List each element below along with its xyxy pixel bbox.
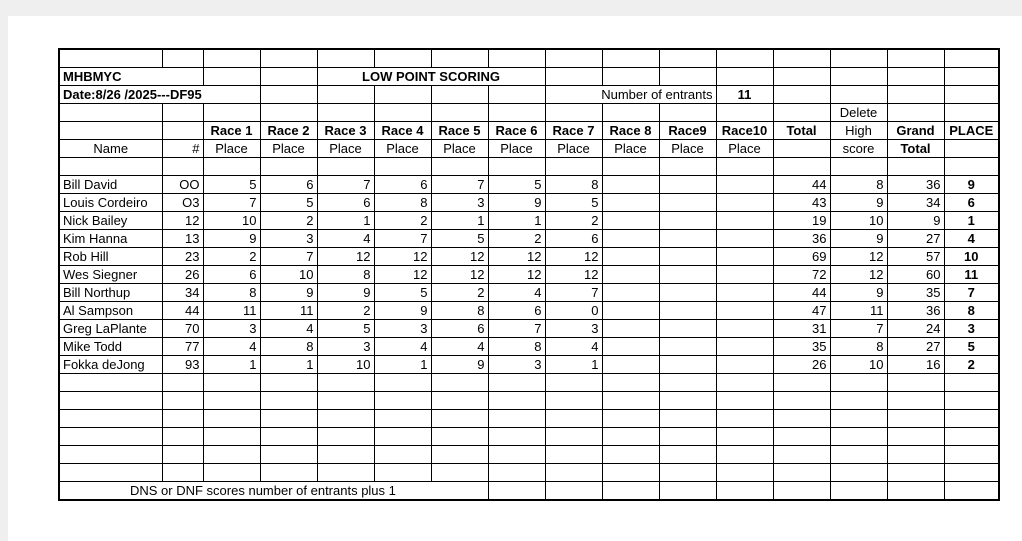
final-place: 5 xyxy=(944,338,999,356)
race-4-place: 7 xyxy=(374,230,431,248)
grand-total: 57 xyxy=(887,248,944,266)
race-2-place: 4 xyxy=(260,320,317,338)
race-8-place xyxy=(602,266,659,284)
date-line: Date:8/26 /2025---DF95 xyxy=(59,86,260,104)
header-row-1 xyxy=(59,104,999,122)
header-race-3-place: Place xyxy=(317,140,374,158)
header-race-10: Race10 xyxy=(716,122,773,140)
race-4-place: 12 xyxy=(374,248,431,266)
race-2-place: 3 xyxy=(260,230,317,248)
header-race-6-place: Place xyxy=(488,140,545,158)
footer-note: DNS or DNF scores number of entrants plus 1 xyxy=(59,482,488,501)
header-race-8: Race 8 xyxy=(602,122,659,140)
race-3-place: 3 xyxy=(317,338,374,356)
header-race-9-place: Place xyxy=(659,140,716,158)
dropped-high-score: 12 xyxy=(830,248,887,266)
empty-row xyxy=(59,464,999,482)
race-6-place: 9 xyxy=(488,194,545,212)
header-row-2 xyxy=(59,122,999,140)
race-3-place: 1 xyxy=(317,212,374,230)
empty-row xyxy=(59,392,999,410)
sail-number: 77 xyxy=(162,338,203,356)
race-6-place: 7 xyxy=(488,320,545,338)
race-5-place: 12 xyxy=(431,248,488,266)
dropped-high-score: 11 xyxy=(830,302,887,320)
total-points: 47 xyxy=(773,302,830,320)
final-place: 3 xyxy=(944,320,999,338)
dropped-high-score: 9 xyxy=(830,284,887,302)
race-10-place xyxy=(716,176,773,194)
header-row-3 xyxy=(59,140,999,158)
date-row xyxy=(59,86,999,104)
race-10-place xyxy=(716,230,773,248)
header-score: score xyxy=(830,140,887,158)
sail-number: O3 xyxy=(162,194,203,212)
table-row xyxy=(59,212,999,230)
sailor-name: Mike Todd xyxy=(59,338,162,356)
race-8-place xyxy=(602,194,659,212)
race-3-place: 8 xyxy=(317,266,374,284)
grand-total: 27 xyxy=(887,230,944,248)
title-row xyxy=(59,68,999,86)
final-place: 7 xyxy=(944,284,999,302)
race-8-place xyxy=(602,320,659,338)
race-7-place: 6 xyxy=(545,230,602,248)
race-3-place: 9 xyxy=(317,284,374,302)
final-place: 4 xyxy=(944,230,999,248)
race-6-place: 6 xyxy=(488,302,545,320)
sailor-name: Fokka deJong xyxy=(59,356,162,374)
header-race-2: Race 2 xyxy=(260,122,317,140)
race-9-place xyxy=(659,302,716,320)
header-grand-total: Total xyxy=(887,140,944,158)
total-points: 44 xyxy=(773,176,830,194)
header-grand: Grand xyxy=(887,122,944,140)
race-10-place xyxy=(716,212,773,230)
scoring-table xyxy=(58,48,1000,501)
header-delete: Delete xyxy=(830,104,887,122)
race-7-place: 1 xyxy=(545,356,602,374)
sail-number: 23 xyxy=(162,248,203,266)
header-race-5: Race 5 xyxy=(431,122,488,140)
viewer-top-bar xyxy=(0,0,1022,16)
table-row xyxy=(59,266,999,284)
header-high: High xyxy=(830,122,887,140)
race-7-place: 12 xyxy=(545,266,602,284)
race-2-place: 2 xyxy=(260,212,317,230)
race-10-place xyxy=(716,284,773,302)
table-body xyxy=(59,49,999,500)
race-4-place: 5 xyxy=(374,284,431,302)
sail-number: OO xyxy=(162,176,203,194)
race-3-place: 12 xyxy=(317,248,374,266)
table-row xyxy=(59,248,999,266)
empty-row xyxy=(59,374,999,392)
race-9-place xyxy=(659,248,716,266)
grand-total: 34 xyxy=(887,194,944,212)
sail-number: 93 xyxy=(162,356,203,374)
header-race-1-place: Place xyxy=(203,140,260,158)
footer-row xyxy=(59,482,999,501)
dropped-high-score: 10 xyxy=(830,356,887,374)
race-5-place: 9 xyxy=(431,356,488,374)
org-name: MHBMYC xyxy=(59,68,203,86)
empty-row xyxy=(59,446,999,464)
race-9-place xyxy=(659,284,716,302)
race-7-place: 3 xyxy=(545,320,602,338)
header-race-1: Race 1 xyxy=(203,122,260,140)
race-5-place: 4 xyxy=(431,338,488,356)
sail-number: 26 xyxy=(162,266,203,284)
race-9-place xyxy=(659,230,716,248)
table-row xyxy=(59,194,999,212)
race-7-place: 5 xyxy=(545,194,602,212)
grand-total: 36 xyxy=(887,302,944,320)
race-2-place: 9 xyxy=(260,284,317,302)
race-2-place: 6 xyxy=(260,176,317,194)
race-9-place xyxy=(659,176,716,194)
race-5-place: 12 xyxy=(431,266,488,284)
final-place: 8 xyxy=(944,302,999,320)
header-race-9: Race9 xyxy=(659,122,716,140)
race-5-place: 5 xyxy=(431,230,488,248)
empty-row xyxy=(59,410,999,428)
race-9-place xyxy=(659,356,716,374)
sailor-name: Greg LaPlante xyxy=(59,320,162,338)
sail-number: 70 xyxy=(162,320,203,338)
dropped-high-score: 12 xyxy=(830,266,887,284)
race-8-place xyxy=(602,212,659,230)
race-8-place xyxy=(602,230,659,248)
total-points: 19 xyxy=(773,212,830,230)
header-race-7-place: Place xyxy=(545,140,602,158)
table-row xyxy=(59,338,999,356)
race-4-place: 8 xyxy=(374,194,431,212)
total-points: 36 xyxy=(773,230,830,248)
race-9-place xyxy=(659,194,716,212)
total-points: 26 xyxy=(773,356,830,374)
header-total: Total xyxy=(773,122,830,140)
sailor-name: Rob Hill xyxy=(59,248,162,266)
header-name: Name xyxy=(59,140,162,158)
total-points: 69 xyxy=(773,248,830,266)
sailor-name: Bill David xyxy=(59,176,162,194)
final-place: 10 xyxy=(944,248,999,266)
table-top-blank-row xyxy=(59,49,999,68)
race-9-place xyxy=(659,320,716,338)
race-2-place: 7 xyxy=(260,248,317,266)
sailor-name: Nick Bailey xyxy=(59,212,162,230)
race-1-place: 7 xyxy=(203,194,260,212)
race-6-place: 5 xyxy=(488,176,545,194)
table-row xyxy=(59,356,999,374)
race-1-place: 1 xyxy=(203,356,260,374)
header-race-10-place: Place xyxy=(716,140,773,158)
race-8-place xyxy=(602,302,659,320)
grand-total: 27 xyxy=(887,338,944,356)
race-3-place: 10 xyxy=(317,356,374,374)
dropped-high-score: 9 xyxy=(830,194,887,212)
race-3-place: 5 xyxy=(317,320,374,338)
race-2-place: 5 xyxy=(260,194,317,212)
dropped-high-score: 10 xyxy=(830,212,887,230)
race-5-place: 7 xyxy=(431,176,488,194)
race-1-place: 6 xyxy=(203,266,260,284)
sail-number: 44 xyxy=(162,302,203,320)
header-race-2-place: Place xyxy=(260,140,317,158)
final-place: 9 xyxy=(944,176,999,194)
race-1-place: 5 xyxy=(203,176,260,194)
dropped-high-score: 8 xyxy=(830,176,887,194)
entrants-label: Number of entrants xyxy=(545,86,716,104)
race-6-place: 8 xyxy=(488,338,545,356)
race-9-place xyxy=(659,338,716,356)
race-4-place: 2 xyxy=(374,212,431,230)
race-7-place: 8 xyxy=(545,176,602,194)
race-6-place: 12 xyxy=(488,248,545,266)
final-place: 2 xyxy=(944,356,999,374)
header-race-3: Race 3 xyxy=(317,122,374,140)
race-2-place: 1 xyxy=(260,356,317,374)
race-4-place: 3 xyxy=(374,320,431,338)
race-10-place xyxy=(716,302,773,320)
race-4-place: 12 xyxy=(374,266,431,284)
sailor-name: Wes Siegner xyxy=(59,266,162,284)
final-place: 6 xyxy=(944,194,999,212)
race-1-place: 4 xyxy=(203,338,260,356)
race-3-place: 4 xyxy=(317,230,374,248)
header-race-6: Race 6 xyxy=(488,122,545,140)
race-10-place xyxy=(716,320,773,338)
race-7-place: 7 xyxy=(545,284,602,302)
header-race-4: Race 4 xyxy=(374,122,431,140)
race-4-place: 1 xyxy=(374,356,431,374)
entrants-value: 11 xyxy=(716,86,773,104)
total-points: 31 xyxy=(773,320,830,338)
race-10-place xyxy=(716,338,773,356)
race-8-place xyxy=(602,356,659,374)
race-1-place: 11 xyxy=(203,302,260,320)
race-6-place: 4 xyxy=(488,284,545,302)
sailor-name: Louis Cordeiro xyxy=(59,194,162,212)
race-10-place xyxy=(716,194,773,212)
sailor-name: Kim Hanna xyxy=(59,230,162,248)
table-row xyxy=(59,320,999,338)
race-6-place: 12 xyxy=(488,266,545,284)
sail-number: 12 xyxy=(162,212,203,230)
race-1-place: 3 xyxy=(203,320,260,338)
race-4-place: 6 xyxy=(374,176,431,194)
race-2-place: 8 xyxy=(260,338,317,356)
race-5-place: 3 xyxy=(431,194,488,212)
sailor-name: Al Sampson xyxy=(59,302,162,320)
race-3-place: 6 xyxy=(317,194,374,212)
race-4-place: 4 xyxy=(374,338,431,356)
table-row xyxy=(59,284,999,302)
grand-total: 24 xyxy=(887,320,944,338)
header-race-4-place: Place xyxy=(374,140,431,158)
table-row xyxy=(59,302,999,320)
race-7-place: 2 xyxy=(545,212,602,230)
final-place: 1 xyxy=(944,212,999,230)
race-7-place: 0 xyxy=(545,302,602,320)
race-2-place: 11 xyxy=(260,302,317,320)
dropped-high-score: 7 xyxy=(830,320,887,338)
dropped-high-score: 9 xyxy=(830,230,887,248)
race-6-place: 3 xyxy=(488,356,545,374)
race-3-place: 7 xyxy=(317,176,374,194)
header-race-5-place: Place xyxy=(431,140,488,158)
race-7-place: 4 xyxy=(545,338,602,356)
race-1-place: 8 xyxy=(203,284,260,302)
race-4-place: 9 xyxy=(374,302,431,320)
header-race-8-place: Place xyxy=(602,140,659,158)
race-2-place: 10 xyxy=(260,266,317,284)
header-place: PLACE xyxy=(944,122,999,140)
race-5-place: 6 xyxy=(431,320,488,338)
header-race-7: Race 7 xyxy=(545,122,602,140)
race-9-place xyxy=(659,266,716,284)
race-6-place: 2 xyxy=(488,230,545,248)
total-points: 43 xyxy=(773,194,830,212)
table-row xyxy=(59,230,999,248)
grand-total: 9 xyxy=(887,212,944,230)
total-points: 44 xyxy=(773,284,830,302)
grand-total: 35 xyxy=(887,284,944,302)
race-10-place xyxy=(716,356,773,374)
race-10-place xyxy=(716,266,773,284)
race-1-place: 10 xyxy=(203,212,260,230)
race-3-place: 2 xyxy=(317,302,374,320)
spacer-row xyxy=(59,158,999,176)
total-points: 72 xyxy=(773,266,830,284)
header-number: # xyxy=(162,140,203,158)
sailor-name: Bill Northup xyxy=(59,284,162,302)
sheet-title: LOW POINT SCORING xyxy=(317,68,545,86)
race-8-place xyxy=(602,176,659,194)
table-row xyxy=(59,176,999,194)
race-8-place xyxy=(602,248,659,266)
race-8-place xyxy=(602,284,659,302)
grand-total: 36 xyxy=(887,176,944,194)
race-10-place xyxy=(716,248,773,266)
empty-row xyxy=(59,428,999,446)
race-1-place: 9 xyxy=(203,230,260,248)
race-5-place: 1 xyxy=(431,212,488,230)
grand-total: 60 xyxy=(887,266,944,284)
race-9-place xyxy=(659,212,716,230)
race-5-place: 8 xyxy=(431,302,488,320)
race-7-place: 12 xyxy=(545,248,602,266)
race-6-place: 1 xyxy=(488,212,545,230)
final-place: 11 xyxy=(944,266,999,284)
grand-total: 16 xyxy=(887,356,944,374)
sail-number: 13 xyxy=(162,230,203,248)
sail-number: 34 xyxy=(162,284,203,302)
race-1-place: 2 xyxy=(203,248,260,266)
race-5-place: 2 xyxy=(431,284,488,302)
dropped-high-score: 8 xyxy=(830,338,887,356)
total-points: 35 xyxy=(773,338,830,356)
race-8-place xyxy=(602,338,659,356)
